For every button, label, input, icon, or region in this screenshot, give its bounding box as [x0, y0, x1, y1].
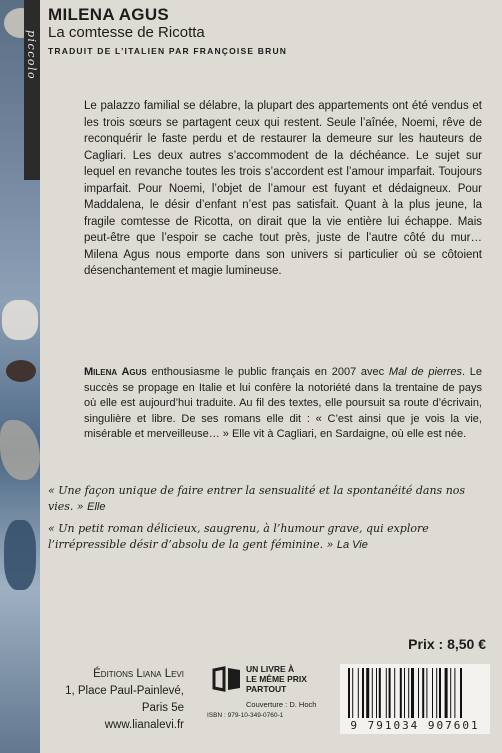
book-title: La comtesse de Ricotta: [48, 24, 205, 41]
barcode-bar: [352, 668, 353, 718]
barcode-bar: [379, 668, 381, 718]
book-description: Le palazzo familial se délabre, la plupart des appartements ont été vendus et les trois sœurs se partagent ceux qui restent. Seule l’aînée, Noemi, rêve de reconquérir le faste perdu et de restaurer la demeure sur les hauteurs de Cagliari. Les deux autres s’accommodent de la déchéance. Le sujet sur lequel en revanche toutes les trois s’accordent est l’amour imparfait. Toujours imparfait. Pour Noemi, l’objet de l’amour est fuyant et dédaigneux. Pour Maddalena, le désir d’enfant n’est pas satisfait. Quant à la plus jeune, la fragile comtesse de Ricotta, on dirait que la vie entière lui échappe. Mais peut-être que l’espoir se cache tout près, juste de l’autre côté du mur… Milena Agus nous emporte dans son univers si particulier où se côtoient désenchantement et magie lumineuse.: [84, 100, 482, 277]
barcode-bar: [376, 668, 377, 718]
translator-credit: TRADUIT DE L’ITALIEN PAR FRANÇOISE BRUN: [48, 46, 288, 56]
barcode-bar: [426, 668, 427, 718]
isbn: ISBN : 979-10-349-0760-1: [207, 712, 284, 719]
bio-work-title: Mal de pierres: [388, 366, 462, 378]
press-quote: [48, 521, 488, 553]
press-quote: [48, 483, 488, 515]
series-band: [24, 0, 40, 180]
barcode-bar: [445, 668, 448, 718]
publisher-name: Éditions Liana Levi: [93, 668, 184, 680]
barcode-bar: [389, 668, 391, 718]
barcode-bar: [439, 668, 441, 718]
barcode: [340, 664, 490, 734]
barcode-bar: [348, 668, 350, 718]
barcode-bar: [404, 668, 405, 718]
publisher-block: [54, 666, 184, 734]
barcode-bar: [400, 668, 402, 718]
barcode-bar: [366, 668, 369, 718]
quote-text: « Un petit roman délicieux, saugrenu, à l’humour grave, qui explore l’irrépressible désir d’absolu de la gent féminine. »: [48, 522, 429, 551]
barcode-bar: [436, 668, 437, 718]
publisher-address-line2: Paris 5e: [141, 702, 184, 714]
quote-source: La Vie: [336, 538, 368, 551]
quote-source: Elle: [87, 500, 106, 513]
barcode-bar: [408, 668, 409, 718]
book-logo-icon: [212, 666, 242, 692]
single-price-label: UN LIVRE À LE MÊME PRIX PARTOUT: [246, 664, 307, 694]
barcode-bar: [432, 668, 433, 718]
barcode-bar: [422, 668, 424, 718]
barcode-bar: [460, 668, 462, 718]
barcode-bar: [450, 668, 451, 718]
barcode-bar: [394, 668, 395, 718]
bio-text-1: enthousiasme le public français en 2007 avec: [146, 366, 389, 378]
author-name: MILENA AGUS: [48, 5, 170, 24]
price: Prix : 8,50 €: [408, 636, 486, 652]
barcode-bar: [411, 668, 414, 718]
publisher-website: www.lianalevi.fr: [104, 719, 184, 731]
quote-text: « Une façon unique de faire entrer la sensualité et la spontanéité dans nos vies. »: [48, 484, 466, 513]
barcode-bar: [418, 668, 419, 718]
series-label: piccolo: [25, 30, 38, 81]
barcode-bar: [362, 668, 364, 718]
barcode-bar: [372, 668, 373, 718]
publisher-address-line1: 1, Place Paul-Painlevé,: [65, 685, 184, 697]
barcode-digits: 9 791034 907601: [350, 719, 480, 732]
barcode-bar: [454, 668, 455, 718]
bio-author-name: Milena Agus: [84, 366, 147, 378]
barcode-bar: [358, 668, 359, 718]
cover-credit: Couverture : D. Hoch: [246, 700, 317, 709]
bio-text-2: . Le succès se propage en Italie et lui confère la notoriété dans la trentaine de pays où elle est aujourd’hui traduite. Au fil des textes, elle poursuit sa route d’écrivain, singulière et libre. De ses romans elle dit : « C’est ainsi que je vois la vie, misérable et merveilleuse… » Elle vit à Cagliari, en Sardaigne, où elle est née.: [84, 366, 482, 440]
barcode-bars: [348, 668, 482, 718]
author-bio: [84, 365, 482, 443]
barcode-bar: [386, 668, 387, 718]
